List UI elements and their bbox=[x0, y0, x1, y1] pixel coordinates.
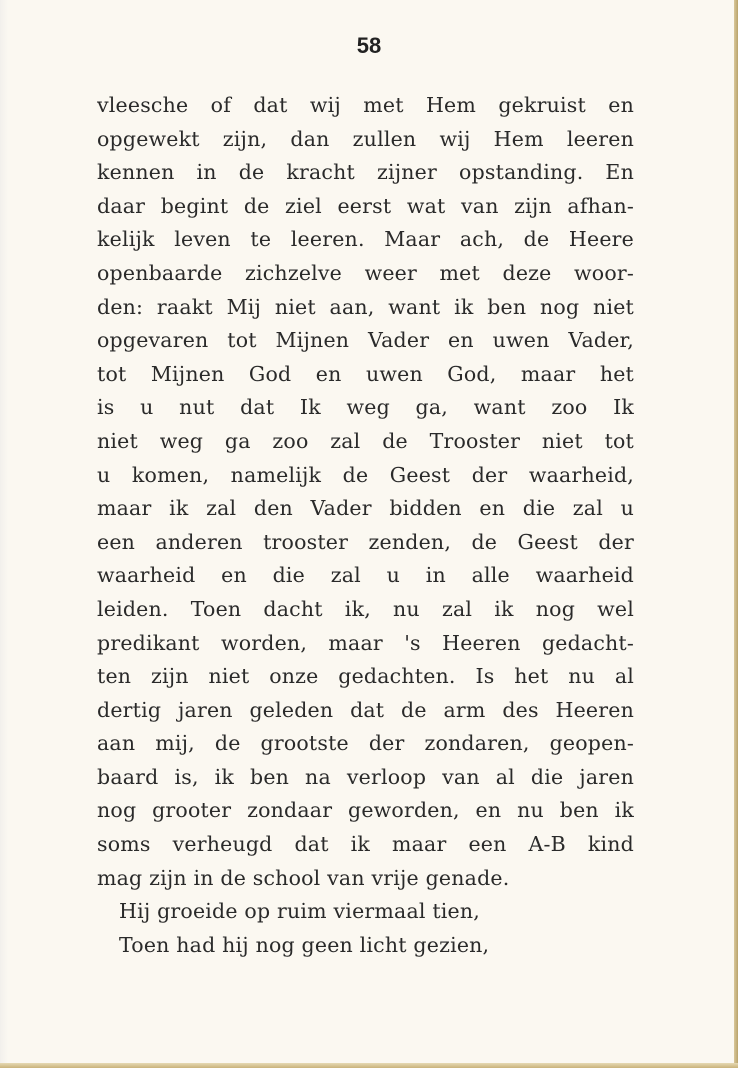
verse-line: Hij groeide op ruim viermaal tien, bbox=[119, 899, 480, 924]
page-bottom-edge bbox=[0, 1063, 738, 1068]
text-line: niet weg ga zoo zal de Trooster niet tot bbox=[97, 428, 634, 453]
text-line: predikant worden, maar 's Heeren gedacht- bbox=[97, 630, 634, 655]
text-line: maar ik zal den Vader bidden en die zal u bbox=[97, 496, 634, 521]
text-line: kennen in de kracht zijner opstanding. En bbox=[97, 160, 634, 185]
text-line: vleesche of dat wij met Hem gekruist en bbox=[97, 93, 634, 117]
text-line: kelijk leven te leeren. Maar ach, de Heere bbox=[97, 227, 634, 252]
page-number: 58 bbox=[356, 33, 382, 58]
text-line: daar begint de ziel eerst wat van zijn afhan- bbox=[97, 193, 634, 218]
text-line: ten zijn niet onze gedachten. Is het nu al bbox=[97, 664, 634, 689]
text-line: aan mij, de grootste der zondaren, geopen- bbox=[97, 731, 634, 756]
text-line: tot Mijnen God en uwen God, maar het bbox=[97, 361, 634, 386]
verse-line: Toen had hij nog geen licht gezien, bbox=[119, 932, 490, 957]
text-line: dertig jaren geleden dat de arm des Heeren bbox=[97, 697, 634, 722]
text-line: opgevaren tot Mijnen Vader en uwen Vader, bbox=[97, 328, 634, 353]
text-line: soms verheugd dat ik maar een A-B kind bbox=[97, 832, 634, 857]
text-line: is u nut dat Ik weg ga, want zoo Ik bbox=[97, 395, 634, 420]
text-line: u komen, namelijk de Geest der waarheid, bbox=[97, 462, 634, 487]
text-line: openbaarde zichzelve weer met deze woor- bbox=[97, 260, 634, 285]
page-left-edge bbox=[0, 0, 8, 1068]
page-right-edge bbox=[734, 0, 738, 1068]
text-line: nog grooter zondaar geworden, en nu ben ik bbox=[97, 798, 634, 823]
body-text bbox=[97, 89, 634, 962]
text-line: baard is, ik ben na verloop van al die jaren bbox=[97, 764, 634, 789]
text-line: mag zijn in de school van vrije genade. bbox=[97, 865, 510, 890]
text-line: waarheid en die zal u in alle waarheid bbox=[97, 563, 634, 588]
text-line: een anderen trooster zenden, de Geest der bbox=[97, 529, 634, 554]
text-line: den: raakt Mij niet aan, want ik ben nog niet bbox=[97, 294, 634, 319]
text-line: opgewekt zijn, dan zullen wij Hem leeren bbox=[97, 126, 634, 151]
text-line: leiden. Toen dacht ik, nu zal ik nog wel bbox=[97, 596, 634, 621]
